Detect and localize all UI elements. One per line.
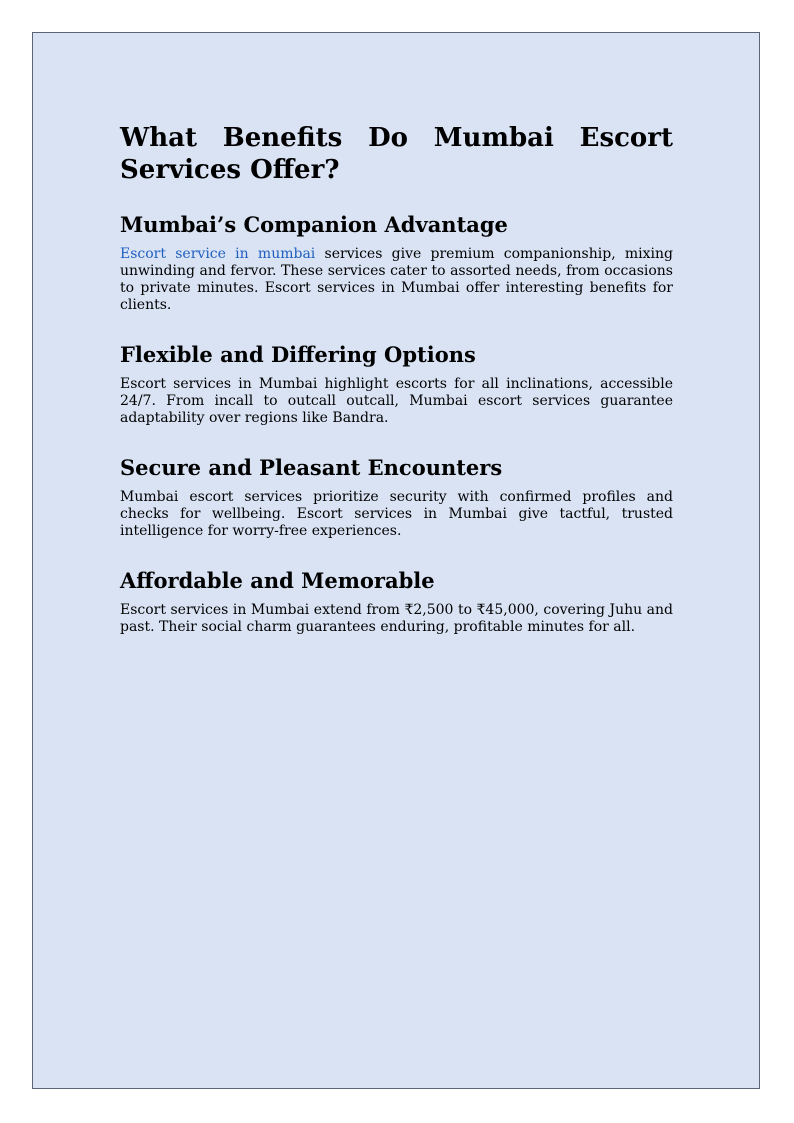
document-content: [120, 122, 673, 664]
section-affordable-memorable: [120, 568, 673, 636]
section-heading: Flexible and Differing Options: [120, 342, 476, 367]
section-paragraph: Mumbai escort services prioritize security with confirmed profiles and checks for wellbeing. Escort services in Mumbai give tactful, trusted intelligence for worry-free experiences.: [120, 489, 673, 539]
section-companion-advantage: [120, 212, 673, 314]
section-heading: Affordable and Memorable: [120, 568, 435, 593]
section-paragraph: Escort services in Mumbai extend from ₹2,500 to ₹45,000, covering Juhu and past. Their social charm guarantees enduring, profitable minutes for all.: [120, 602, 673, 635]
paragraph-text: services give premium companionship, mixing unwinding and fervor. These services cater to assorted needs, from occasions to private minutes. Escort services in Mumbai offer interesting benefits for clients.: [120, 246, 674, 313]
document-title: What Benefits Do Mumbai Escort Services Offer?: [120, 123, 673, 185]
escort-service-link[interactable]: Escort service in mumbai: [120, 246, 316, 262]
section-flexible-options: [120, 342, 673, 427]
section-paragraph: [120, 246, 673, 314]
section-paragraph: Escort services in Mumbai highlight escorts for all inclinations, accessible 24/7. From incall to outcall outcall, Mumbai escort services guarantee adaptability over regions like Bandra.: [120, 376, 673, 426]
section-heading: Secure and Pleasant Encounters: [120, 455, 503, 480]
section-secure-encounters: [120, 455, 673, 540]
section-heading: Mumbai’s Companion Advantage: [120, 212, 508, 237]
